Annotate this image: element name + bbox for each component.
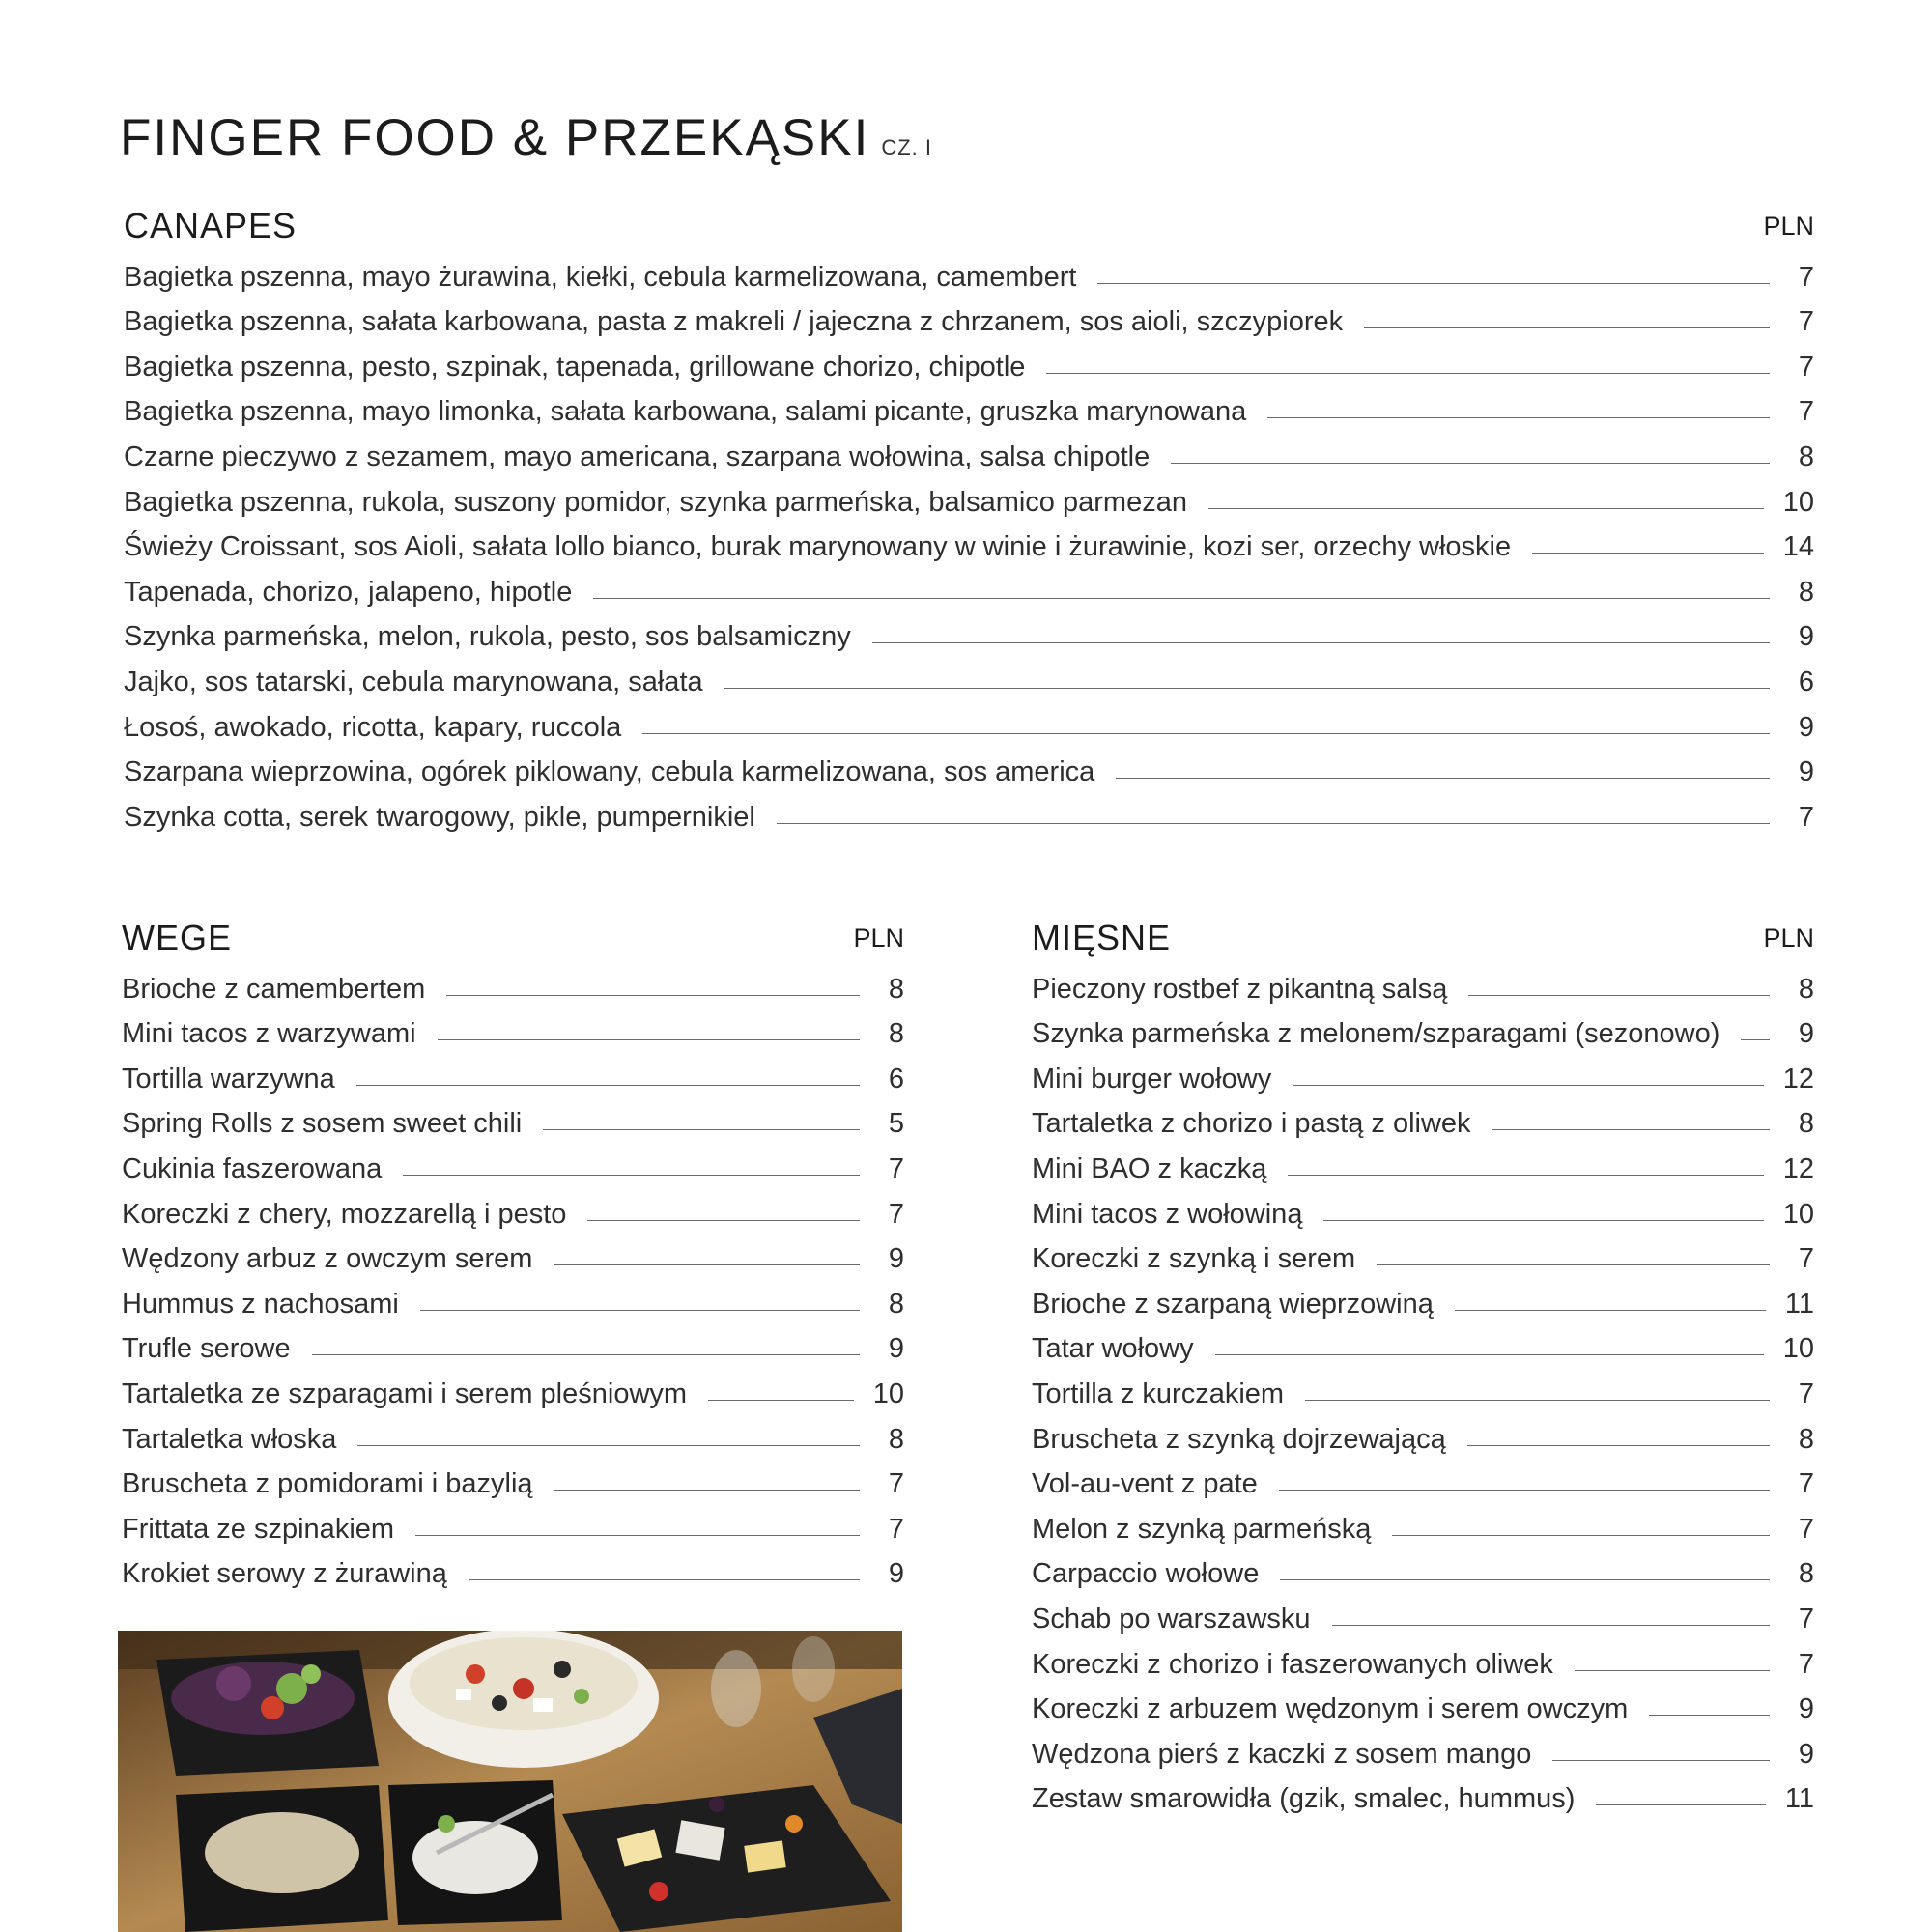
dot-leader [1455,1310,1766,1311]
menu-item-name: Szynka parmeńska z melonem/szparagami (sezonowo) [1032,1018,1720,1050]
dot-leader [708,1400,854,1401]
dot-leader [724,688,1770,689]
menu-item [1032,1410,1814,1456]
menu-item-price: 11 [1784,1288,1814,1320]
menu-item-name: Wędzona pierś z kaczki z sosem mango [1032,1738,1532,1770]
dot-leader [1267,417,1770,418]
menu-item-name: Bagietka pszenna, sałata karbowana, pasta z makreli / jajeczna z chrzanem, sos aioli, szczypiorek [124,306,1344,338]
menu-item-name: Mini tacos z wołowiną [1032,1198,1303,1230]
wege-section [122,918,904,1590]
menu-item [122,1140,904,1185]
menu-item-name: Koreczki z arbuzem wędzonym i serem owczym [1032,1693,1629,1725]
menu-item [1032,960,1814,1006]
dot-leader [1116,778,1770,779]
dot-leader [1741,1039,1770,1040]
dot-leader [1377,1264,1770,1265]
dot-leader [1305,1400,1770,1401]
dot-leader [420,1310,860,1311]
menu-item-name: Łosoś, awokado, ricotta, kapary, ruccola [124,711,622,743]
food-photo-illustration [118,1631,902,1932]
menu-item-price: 8 [888,1018,904,1050]
menu-item-price: 9 [888,1333,904,1365]
menu-item-price: 8 [888,973,904,1005]
menu-item-name: Szynka cotta, serek twarogowy, pikle, pumpernikiel [124,801,755,833]
dot-leader [1364,327,1770,328]
dot-leader [1323,1220,1763,1221]
menu-item-price: 12 [1782,1152,1814,1184]
menu-item-name: Bruscheta z szynką dojrzewającą [1032,1423,1446,1455]
menu-item-name: Cukinia faszerowana [122,1152,383,1184]
menu-item [122,1500,904,1546]
wege-list [122,960,904,1590]
menu-item-name: Świeży Croissant, sos Aioli, sałata lollo bianco, burak marynowany w winie i żurawinie, kozi ser, orzechy włoskie [124,531,1512,563]
menu-item-price: 7 [1798,1468,1814,1500]
dot-leader [1279,1490,1770,1491]
menu-item-price: 10 [872,1378,904,1409]
menu-item-price: 5 [888,1108,904,1140]
menu-item-name: Tartaletka z chorizo i pastą z oliwek [1032,1108,1471,1140]
menu-item [124,473,1814,519]
menu-item-price: 9 [888,1243,904,1275]
miesne-list [1032,960,1814,1815]
dot-leader [1392,1535,1770,1536]
menu-item [1032,1590,1814,1635]
miesne-header [1032,918,1814,960]
menu-item-price: 7 [1798,1378,1814,1409]
menu-item-price: 8 [1798,1108,1814,1140]
menu-item-name: Bagietka pszenna, pesto, szpinak, tapenada, grillowane chorizo, chipotle [124,351,1026,383]
canapes-currency: PLN [1763,212,1814,241]
menu-item-name: Carpaccio wołowe [1032,1558,1260,1590]
menu-item-price: 7 [1798,1603,1814,1634]
menu-item [124,294,1814,339]
menu-item-name: Brioche z camembertem [122,973,426,1005]
menu-item-name: Zestaw smarowidła (gzik, smalec, hummus) [1032,1783,1576,1815]
menu-item [122,1546,904,1591]
menu-item-name: Bruscheta z pomidorami i bazylią [122,1468,533,1500]
menu-item-price: 10 [1782,1198,1814,1230]
wege-currency: PLN [853,923,904,952]
dot-leader [543,1129,860,1130]
menu-item-price: 10 [1782,1333,1814,1365]
menu-item-name: Trufle serowe [122,1333,291,1365]
menu-item-price: 8 [1798,1423,1814,1455]
menu-item [124,248,1814,294]
menu-item [124,384,1814,429]
menu-item [1032,1275,1814,1321]
menu-item [1032,1546,1814,1591]
menu-item-name: Krokiet serowy z żurawiną [122,1558,447,1590]
menu-item-price: 7 [1798,351,1814,383]
dot-leader [1468,995,1770,996]
menu-item [1032,1095,1814,1141]
menu-item-name: Bagietka pszenna, rukola, suszony pomidor, szynka parmeńska, balsamico parmezan [124,486,1187,518]
menu-item [124,519,1814,564]
menu-item-price: 7 [1798,306,1814,338]
wege-title: WEGE [122,918,233,957]
page-title-part: CZ. I [881,135,933,159]
menu-item [122,1185,904,1231]
dot-leader [1332,1625,1770,1626]
menu-item-name: Szynka parmeńska, melon, rukola, pesto, sos balsamiczny [124,621,851,653]
menu-item-name: Brioche z szarpaną wieprzowiną [1032,1288,1434,1320]
menu-item-name: Czarne pieczywo z sezamem, mayo americana, szarpana wołowina, salsa chipotle [124,440,1151,472]
menu-item [122,1410,904,1456]
menu-item [122,1321,904,1366]
menu-item [122,1365,904,1410]
menu-item-name: Tartaletka włoska [122,1423,337,1455]
dot-leader [469,1579,860,1580]
menu-item-price: 9 [1798,1738,1814,1770]
menu-item [1032,1500,1814,1546]
menu-item [1032,1725,1814,1771]
dot-leader [1288,1175,1763,1176]
menu-item [1032,1365,1814,1410]
menu-item-price: 14 [1782,531,1814,563]
menu-item-price: 9 [1798,621,1814,653]
canapes-list [124,248,1814,834]
menu-item [122,1275,904,1321]
menu-item [124,698,1814,744]
menu-item-name: Tartaletka ze szparagami i serem pleśniowym [122,1378,688,1409]
menu-item-price: 7 [1798,261,1814,293]
menu-item-name: Koreczki z szynką i serem [1032,1243,1356,1275]
canapes-section [124,206,1814,834]
dot-leader [1280,1579,1770,1580]
miesne-currency: PLN [1763,923,1814,952]
menu-item [122,1095,904,1141]
menu-item-price: 7 [1798,1648,1814,1680]
menu-item-price: 8 [1798,1558,1814,1590]
menu-item-price: 9 [1798,711,1814,743]
dot-leader [1215,1354,1764,1355]
menu-item [1032,1006,1814,1051]
menu-item [1032,1231,1814,1276]
dot-leader [1552,1760,1770,1761]
menu-item [124,338,1814,384]
menu-item-name: Koreczki z chorizo i faszerowanych oliwek [1032,1648,1553,1680]
menu-item-price: 12 [1782,1063,1814,1094]
canapes-header [124,206,1814,248]
menu-item-price: 10 [1782,486,1814,518]
menu-item-price: 7 [1798,1513,1814,1545]
menu-item-price: 7 [888,1468,904,1500]
menu-item-price: 7 [1798,801,1814,833]
menu-item-price: 9 [888,1558,904,1590]
menu-item [122,960,904,1006]
menu-item [1032,1635,1814,1681]
canapes-title: CANAPES [124,206,298,245]
dot-leader [1467,1445,1770,1446]
menu-item [1032,1050,1814,1095]
dot-leader [872,642,1770,643]
menu-item [124,744,1814,789]
menu-item [124,563,1814,609]
dot-leader [777,823,1770,824]
menu-item-price: 6 [1798,666,1814,697]
dot-leader [1575,1670,1770,1671]
miesne-section [1032,918,1814,1815]
menu-item-price: 9 [1798,1018,1814,1050]
dot-leader [1492,1129,1770,1130]
dot-leader [438,1039,860,1040]
page-title-main: FINGER FOOD & PRZEKĄSKI [120,109,870,166]
menu-item-price: 7 [1798,396,1814,428]
menu-item-name: Szarpana wieprzowina, ogórek piklowany, cebula karmelizowana, sos america [124,756,1095,788]
menu-item-name: Tortilla z kurczakiem [1032,1378,1285,1409]
menu-item-price: 7 [888,1198,904,1230]
menu-item-name: Schab po warszawsku [1032,1603,1311,1634]
menu-item-name: Melon z szynką parmeńską [1032,1513,1372,1545]
menu-item-name: Wędzony arbuz z owczym serem [122,1243,533,1275]
dot-leader [1596,1804,1765,1805]
menu-item-price: 8 [1798,973,1814,1005]
wege-header [122,918,904,960]
menu-item-name: Mini BAO z kaczką [1032,1152,1267,1184]
miesne-title: MIĘSNE [1032,918,1172,957]
menu-item-price: 8 [1798,440,1814,472]
menu-item-name: Mini tacos z warzywami [122,1018,416,1050]
menu-item-name: Tortilla warzywna [122,1063,335,1094]
menu-item-price: 6 [888,1063,904,1094]
dot-leader [415,1535,860,1536]
dot-leader [312,1354,860,1355]
menu-item-name: Tapenada, chorizo, jalapeno, hipotle [124,576,573,608]
dot-leader [1046,373,1770,374]
menu-item [122,1456,904,1501]
dot-leader [1208,508,1764,509]
menu-item-name: Spring Rolls z sosem sweet chili [122,1108,523,1140]
dot-leader [1532,553,1764,554]
dot-leader [1293,1085,1764,1086]
menu-item-price: 9 [1798,756,1814,788]
menu-item-price: 7 [1798,1243,1814,1275]
menu-item [124,653,1814,698]
menu-item [1032,1185,1814,1231]
menu-item [124,788,1814,834]
dot-leader [356,1085,860,1086]
menu-item-name: Bagietka pszenna, mayo limonka, sałata karbowana, salami picante, gruszka marynowana [124,396,1247,428]
menu-item [122,1231,904,1276]
dot-leader [446,995,860,996]
dot-leader [593,598,1770,599]
menu-item-name: Koreczki z chery, mozzarellą i pesto [122,1198,567,1230]
menu-item-price: 7 [888,1513,904,1545]
dot-leader [554,1264,860,1265]
dot-leader [1649,1715,1770,1716]
menu-item-price: 8 [888,1288,904,1320]
dot-leader [1097,283,1770,284]
food-photo [118,1631,902,1932]
menu-item-name: Vol-au-vent z pate [1032,1468,1258,1500]
page-title [120,108,932,167]
menu-item [1032,1321,1814,1366]
dot-leader [587,1220,860,1221]
menu-item [1032,1681,1814,1726]
menu-item-price: 8 [888,1423,904,1455]
menu-item-price: 11 [1784,1783,1814,1815]
dot-leader [1171,463,1770,464]
menu-item-name: Frittata ze szpinakiem [122,1513,395,1545]
menu-item-name: Jajko, sos tatarski, cebula marynowana, sałata [124,666,703,697]
menu-item-name: Mini burger wołowy [1032,1063,1272,1094]
menu-item [1032,1140,1814,1185]
menu-item-name: Bagietka pszenna, mayo żurawina, kiełki, cebula karmelizowana, camembert [124,261,1077,293]
menu-item-price: 9 [1798,1693,1814,1725]
menu-item-price: 7 [888,1152,904,1184]
menu-item [1032,1771,1814,1816]
menu-item [124,428,1814,473]
menu-item-name: Tatar wołowy [1032,1333,1194,1365]
dot-leader [554,1490,860,1491]
dot-leader [357,1445,860,1446]
menu-item [124,609,1814,654]
menu-item [1032,1456,1814,1501]
dot-leader [403,1175,860,1176]
menu-item-name: Hummus z nachosami [122,1288,399,1320]
menu-item-price: 8 [1798,576,1814,608]
menu-item [122,1006,904,1051]
dot-leader [642,733,1770,734]
menu-item-name: Pieczony rostbef z pikantną salsą [1032,973,1448,1005]
menu-item [122,1050,904,1095]
